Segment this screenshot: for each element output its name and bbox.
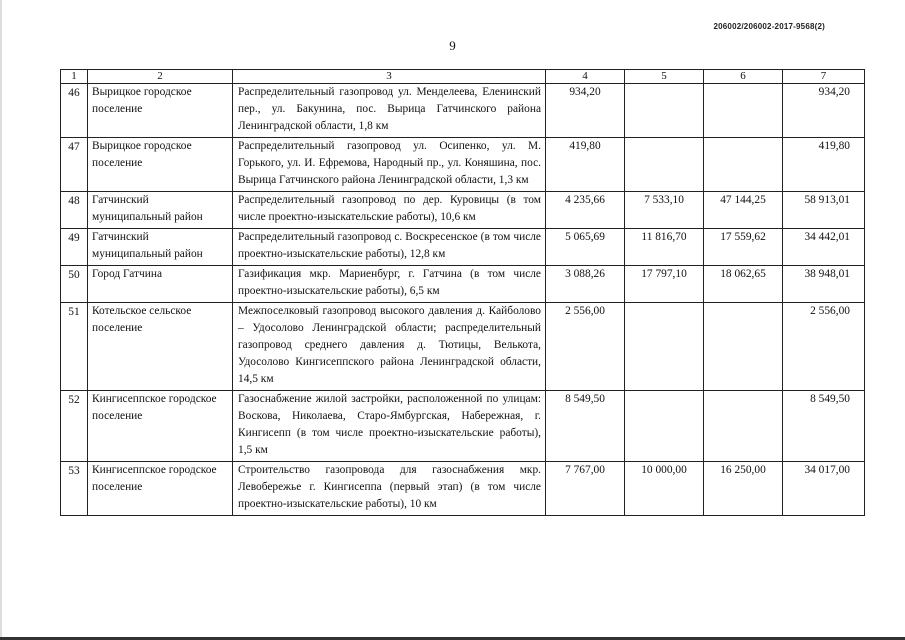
row-number-cell: 47 (61, 138, 88, 192)
amount-col4-cell: 4 235,66 (546, 192, 625, 229)
amount-total-cell: 2 556,00 (783, 303, 865, 391)
row-number-cell: 50 (61, 266, 88, 303)
amount-total-cell: 934,20 (783, 84, 865, 138)
amount-col5-cell (625, 391, 704, 462)
amount-col4-cell: 934,20 (546, 84, 625, 138)
row-number-cell: 51 (61, 303, 88, 391)
amount-col6-cell (704, 138, 783, 192)
row-number-cell: 46 (61, 84, 88, 138)
amount-col5-cell (625, 138, 704, 192)
amount-col6-cell: 47 144,25 (704, 192, 783, 229)
object-description-cell: Газификация мкр. Мариенбург, г. Гатчина (в том числе проектно-изыскательские работы), 6,5 км (233, 266, 546, 303)
territory-cell: Кингисеппское городское поселение (88, 462, 233, 516)
row-number-cell: 52 (61, 391, 88, 462)
amount-total-cell: 8 549,50 (783, 391, 865, 462)
object-description-cell: Распределительный газопровод с. Воскресенское (в том числе проектно-изыскательские работы), 12,8 км (233, 229, 546, 266)
territory-cell: Город Гатчина (88, 266, 233, 303)
amount-col5-cell: 10 000,00 (625, 462, 704, 516)
amount-total-cell: 34 442,01 (783, 229, 865, 266)
amount-total-cell: 38 948,01 (783, 266, 865, 303)
table-row (61, 391, 865, 462)
header-cell: 4 (546, 70, 625, 84)
territory-cell: Вырицкое городское поселение (88, 138, 233, 192)
amount-total-cell: 419,80 (783, 138, 865, 192)
amount-col6-cell (704, 303, 783, 391)
table-row (61, 462, 865, 516)
header-cell: 2 (88, 70, 233, 84)
amount-col5-cell: 11 816,70 (625, 229, 704, 266)
amount-total-cell: 58 913,01 (783, 192, 865, 229)
table-row (61, 192, 865, 229)
header-cell: 6 (704, 70, 783, 84)
territory-cell: Гатчинский муниципальный район (88, 192, 233, 229)
header-cell: 5 (625, 70, 704, 84)
document-id: 206002/206002-2017-9568(2) (713, 22, 825, 31)
table-header-row (61, 70, 865, 84)
territory-cell: Вырицкое городское поселение (88, 84, 233, 138)
header-cell: 7 (783, 70, 865, 84)
object-description-cell: Межпоселковый газопровод высокого давления д. Кайболово – Удосолово Ленинградской области; распределительный газопровод среднего давления д. Тютицы, Велькота, Удосолово Кингисеппского района Ленинградской области, 14,5 км (233, 303, 546, 391)
object-description-cell: Газоснабжение жилой застройки, расположенной по улицам: Воскова, Николаева, Старо-Ямбургская, Набережная, г. Кингисепп (в том числе проектно-изыскательские работы), 1,5 км (233, 391, 546, 462)
amount-col4-cell: 3 088,26 (546, 266, 625, 303)
amount-col6-cell: 18 062,65 (704, 266, 783, 303)
amount-col4-cell: 2 556,00 (546, 303, 625, 391)
amount-col4-cell: 419,80 (546, 138, 625, 192)
amount-col6-cell (704, 391, 783, 462)
territory-cell: Кингисеппское городское поселение (88, 391, 233, 462)
amount-col5-cell: 7 533,10 (625, 192, 704, 229)
object-description-cell: Распределительный газопровод ул. Осипенко, ул. М. Горького, ул. И. Ефремова, Народный пр., ул. Коняшина, пос. Вырица Гатчинского района Ленинградской области, 1,3 км (233, 138, 546, 192)
amount-col5-cell (625, 84, 704, 138)
row-number-cell: 53 (61, 462, 88, 516)
object-description-cell: Распределительный газопровод по дер. Куровицы (в том числе проектно-изыскательские работы), 10,6 км (233, 192, 546, 229)
amount-col4-cell: 7 767,00 (546, 462, 625, 516)
page-number: 9 (449, 38, 456, 53)
amount-col4-cell: 8 549,50 (546, 391, 625, 462)
table-row (61, 266, 865, 303)
scan-edge-left (0, 0, 2, 640)
territory-cell: Гатчинский муниципальный район (88, 229, 233, 266)
table-row (61, 229, 865, 266)
object-description-cell: Распределительный газопровод ул. Менделеева, Еленинский пер., ул. Бакунина, пос. Вырица Гатчинского района Ленинградской области, 1,8 км (233, 84, 546, 138)
funding-table (60, 69, 865, 516)
row-number-cell: 49 (61, 229, 88, 266)
amount-col6-cell: 17 559,62 (704, 229, 783, 266)
territory-cell: Котельское сельское поселение (88, 303, 233, 391)
amount-col6-cell: 16 250,00 (704, 462, 783, 516)
amount-col5-cell (625, 303, 704, 391)
amount-col6-cell (704, 84, 783, 138)
amount-total-cell: 34 017,00 (783, 462, 865, 516)
table-row (61, 138, 865, 192)
header-cell: 3 (233, 70, 546, 84)
amount-col4-cell: 5 065,69 (546, 229, 625, 266)
table-row (61, 303, 865, 391)
header-cell: 1 (61, 70, 88, 84)
amount-col5-cell: 17 797,10 (625, 266, 704, 303)
row-number-cell: 48 (61, 192, 88, 229)
table-row (61, 84, 865, 138)
object-description-cell: Строительство газопровода для газоснабжения мкр. Левобережье г. Кингисеппа (первый этап) (в том числе проектно-изыскательские работы), 10 км (233, 462, 546, 516)
